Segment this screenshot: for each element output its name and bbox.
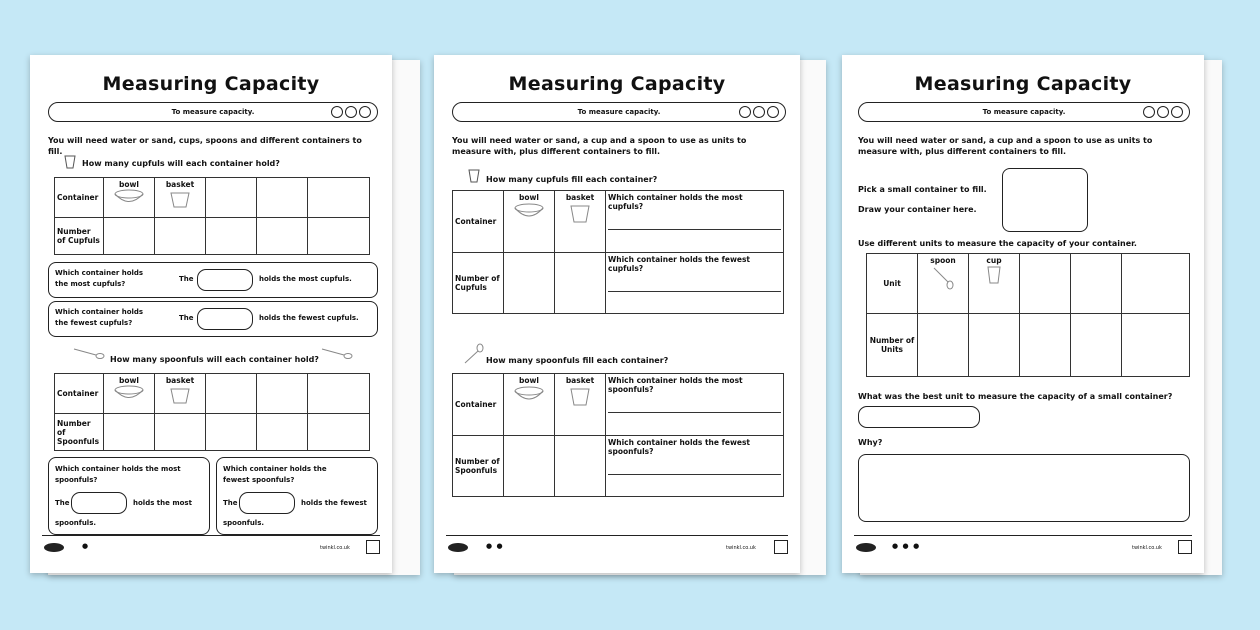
sheet1-question-1: How many cupfuls will each container hold? [82, 159, 280, 168]
sheet1-footer-site: twinkl.co.uk [320, 545, 350, 551]
sheet3-best-unit-question: What was the best unit to measure the capacity of a small container? [858, 392, 1173, 401]
sheet2-question-1: How many cupfuls fill each container? [486, 175, 658, 184]
basket-icon [568, 202, 592, 224]
sheet2-intro: You will need water or sand, a cup and a spoon to use as units to measure with, plus different containers to fill. [452, 136, 747, 156]
sheet2-crest-icon [774, 540, 788, 554]
sheet2-footer [446, 535, 788, 536]
sheet3-footer-site: twinkl.co.uk [1132, 545, 1162, 551]
cup-icon [468, 169, 480, 183]
sheet1-table-2: Container bowl basket Number of Spoonfuls [54, 373, 370, 451]
sheet3-draw-box[interactable] [1002, 168, 1088, 232]
sheet1-title: Measuring Capacity [102, 73, 320, 95]
sheet2-footer-site: twinkl.co.uk [726, 545, 756, 551]
sheet3-difficulty-circles [1143, 106, 1183, 118]
sheet2-question-2: How many spoonfuls fill each container? [486, 356, 669, 365]
sheet1-t1-col2: basket [155, 178, 206, 218]
sheet1-t2-row2: Number of Spoonfuls [55, 414, 104, 451]
sheet3-use-units: Use different units to measure the capacity of your container. [858, 239, 1137, 248]
sheet3-intro: You will need water or sand, a cup and a spoon to use as units to measure with, plus different containers to fill. [858, 136, 1153, 156]
sheet1-answer-input-3[interactable] [71, 492, 127, 514]
sheet1-t1-col1: bowl [104, 178, 155, 218]
sheet3-units-table: Unit spoon cup Number of Units [866, 253, 1190, 377]
bowl-icon [113, 385, 145, 401]
worksheet-1 [30, 55, 392, 573]
sheet1-box-fewest-spoonfuls: Which container holds the fewest spoonfuls? The holds the fewest spoonfuls. [216, 457, 378, 535]
sheet3-pick: Pick a small container to fill. [858, 185, 987, 194]
sheet2-difficulty-dots: ● ● [486, 542, 504, 550]
twinkl-logo [856, 543, 876, 552]
sheet1-box-most-spoonfuls: Which container holds the most spoonfuls? The holds the most spoonfuls. [48, 457, 210, 535]
sheet1-footer [42, 535, 380, 536]
spoon-icon [72, 347, 106, 359]
sheet2-objective: To measure capacity. [452, 102, 786, 122]
sheet1-t1-row2: Number of Cupfuls [55, 218, 104, 255]
sheet1-table-1 [54, 177, 370, 255]
bowl-icon [513, 385, 545, 403]
sheet1-answer-input-4[interactable] [239, 492, 295, 514]
cup-icon [64, 155, 76, 169]
sheet3-best-unit-input[interactable] [858, 406, 980, 428]
sheet1-box-most-cupfuls: Which container holds the most cupfuls? The holds the most cupfuls. [48, 262, 378, 298]
sheet3-why: Why? [858, 438, 883, 447]
sheet1-question-2: How many spoonfuls will each container hold? [110, 355, 319, 364]
sheet3-difficulty-dots: ● ● ● [892, 542, 921, 550]
sheet1-t2-row1: Container [55, 374, 104, 414]
sheet1-answer-input-1[interactable] [197, 269, 253, 291]
sheet1-crest-icon [366, 540, 380, 554]
sheet2-table-2: Container bowl basket Which container holds the most spoonfuls? Number of Spoonfuls Which container holds the fewest spoonfuls? [452, 373, 784, 497]
sheet1-answer-input-2[interactable] [197, 308, 253, 330]
spoon-icon [930, 265, 956, 291]
sheet2-title: Measuring Capacity [508, 73, 726, 95]
bowl-icon [513, 202, 545, 220]
basket-icon [168, 189, 192, 209]
basket-icon [568, 385, 592, 407]
spoon-icon-right [320, 347, 354, 359]
twinkl-logo [448, 543, 468, 552]
bowl-icon [113, 189, 145, 205]
sheet2-difficulty-circles [739, 106, 779, 118]
sheet3-crest-icon [1178, 540, 1192, 554]
sheet1-intro: You will need water or sand, cups, spoons and different containers to fill. [48, 136, 362, 156]
worksheet-3 [842, 55, 1204, 573]
sheet1-difficulty-circles [331, 106, 371, 118]
sheet1-objective-text: To measure capacity. [171, 108, 255, 116]
sheet1-objective [48, 102, 378, 122]
sheet3-footer [854, 535, 1192, 536]
basket-icon [168, 385, 192, 405]
sheet1-box-fewest-cupfuls: Which container holds the fewest cupfuls? The holds the fewest cupfuls. [48, 301, 378, 337]
worksheet-2 [434, 55, 800, 573]
sheet3-why-answer-box[interactable] [858, 454, 1190, 522]
twinkl-logo [44, 543, 64, 552]
spoon-icon [462, 343, 484, 365]
sheet3-title: Measuring Capacity [914, 73, 1132, 95]
sheet1-t1-row1: Container [55, 178, 104, 218]
sheet1-difficulty-dots: ● [82, 542, 90, 550]
sheet3-draw: Draw your container here. [858, 205, 977, 214]
sheet3-objective: To measure capacity. [858, 102, 1190, 122]
cup-icon [986, 265, 1002, 285]
sheet2-table-1: Container bowl basket Which container holds the most cupfuls? Number of Cupfuls Which container holds the fewest cupfuls? [452, 190, 784, 314]
